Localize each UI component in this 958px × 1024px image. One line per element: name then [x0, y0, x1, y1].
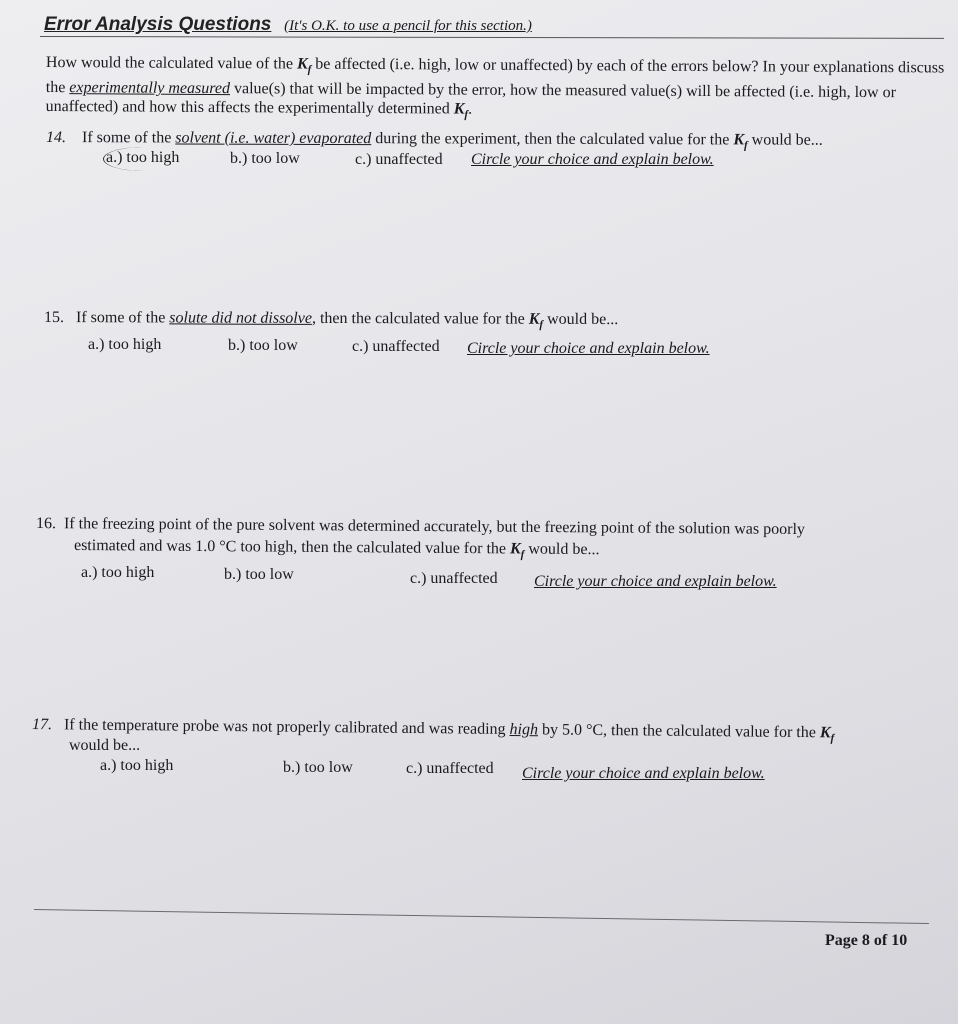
question-emphasis: solute did not dissolve: [169, 309, 313, 327]
choice-15-a[interactable]: a.) too high: [88, 336, 162, 353]
page-number: Page 8 of 10: [825, 932, 908, 949]
question-17: 17. If the temperature probe was not properly calibrated and was reading high by 5.0 °C, then the calculated value for the $K_f$: [31, 716, 835, 745]
instruction-17: Circle your choice and explain below.: [522, 765, 765, 782]
section-title: Error Analysis Questions: [44, 14, 272, 35]
kf-symbol: $K_f$: [509, 540, 525, 561]
question-number: 16.: [35, 515, 57, 533]
question-emphasis: solvent (i.e. water) evaporated: [175, 129, 372, 148]
instructions-paragraph: How would the calculated value of the $K_f$ be affected (i.e. high, low or unaffected) by each of the errors below? In your explanations discuss the experimentally measured value(s) that will be impacted by the error, how the measured value(s) will be affected (i.e. high, low or unaffected) and how this affects the experimentally determined $K_f$.: [45, 53, 945, 121]
kf-symbol: $K_f$: [733, 131, 748, 152]
section-heading: [44, 14, 532, 36]
intro-text-3: value(s) that will be impacted by the error, how the measured value(s) will be affected (i.e. high, low or unaffected) and how this affects the experimentally determined: [45, 80, 897, 118]
choice-17-c[interactable]: c.) unaffected: [406, 760, 494, 777]
question-16: 16. If the freezing point of the pure solvent was determined accurately, but the freezing point of the solution was poorly: [35, 515, 806, 539]
choice-16-c[interactable]: c.) unaffected: [410, 570, 498, 587]
header-rule: [40, 36, 944, 39]
kf-symbol: $K_f$: [528, 310, 544, 331]
question-number: 17.: [31, 716, 53, 734]
intro-emphasis: experimentally measured: [69, 79, 231, 98]
intro-text-2: be affected (i.e. high, low or unaffected) by each of the errors below? In your explanations discuss the: [45, 55, 945, 97]
choice-16-a[interactable]: a.) too high: [81, 564, 155, 581]
intro-text-1: How would the calculated value of the: [45, 53, 298, 73]
choice-17-b[interactable]: b.) too low: [283, 759, 353, 776]
instruction-15: Circle your choice and explain below.: [467, 340, 710, 357]
question-number: 15.: [43, 309, 65, 327]
footer-rule: [34, 909, 929, 924]
question-emphasis: high: [509, 721, 539, 739]
choice-14-b[interactable]: b.) too low: [230, 150, 300, 167]
question-number: 14.: [45, 129, 67, 147]
kf-symbol: $K_f$: [819, 724, 835, 745]
question-16-line-2: estimated and was 1.0 °C too high, then the calculated value for the $K_f$ would be...: [73, 537, 600, 561]
choice-15-b[interactable]: b.) too low: [228, 337, 298, 354]
choice-16-b[interactable]: b.) too low: [224, 566, 294, 583]
pencil-note: (It's O.K. to use a pencil for this section.): [284, 18, 532, 34]
question-17-line-2: would be...: [69, 737, 141, 754]
instruction-16: Circle your choice and explain below.: [534, 573, 777, 590]
question-15: 15. If some of the solute did not dissolve, then the calculated value for the $K_f$ would be...: [43, 309, 619, 331]
instruction-14: Circle your choice and explain below.: [471, 151, 714, 168]
choice-14-a[interactable]: a.) too high: [106, 149, 180, 166]
kf-symbol: $K_f$: [296, 55, 312, 76]
choice-14-c[interactable]: c.) unaffected: [355, 151, 443, 168]
kf-symbol: $K_f$: [453, 100, 469, 121]
choice-17-a[interactable]: a.) too high: [100, 757, 174, 774]
choice-15-c[interactable]: c.) unaffected: [352, 338, 440, 355]
question-14: 14. If some of the solvent (i.e. water) evaporated during the experiment, then the calculated value for the $K_f$ would be...: [45, 129, 823, 152]
